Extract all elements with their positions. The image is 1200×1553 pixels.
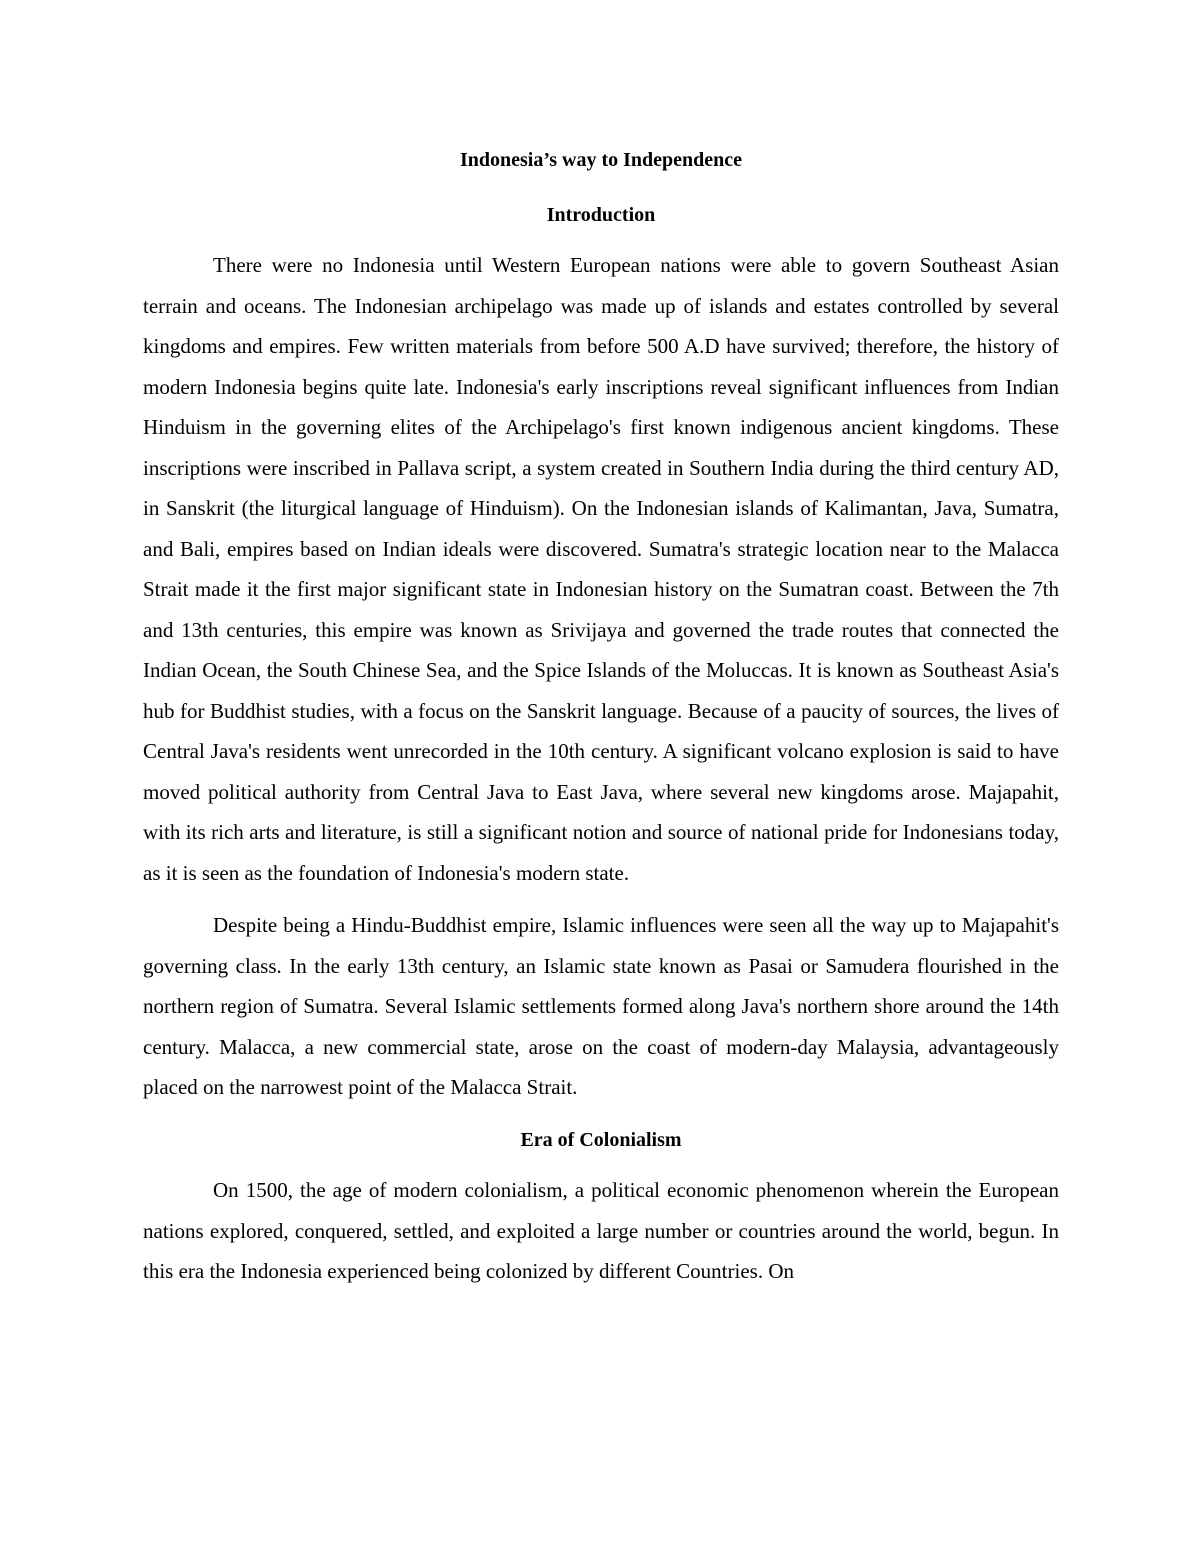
document-title: Indonesia’s way to Independence bbox=[459, 149, 743, 171]
document-body bbox=[143, 140, 1059, 1304]
paragraph: There were no Indonesia until Western European nations were able to govern Southeast Asian terrain and oceans. The Indonesian archipelago was made up of islands and estates controlled by several kingdoms and empires. Few written materials from before 500 A.D have survived; therefore, the history of modern Indonesia begins quite late. Indonesia's early inscriptions reveal significant influences from Indian Hinduism in the governing elites of the Archipelago's first known indigenous ancient kingdoms. These inscriptions were inscribed in Pallava script, a system created in Southern India during the third century AD, in Sanskrit (the liturgical language of Hinduism). On the Indonesian islands of Kalimantan, Java, Sumatra, and Bali, empires based on Indian ideals were discovered. Sumatra's strategic location near to the Malacca Strait made it the first major significant state in Indonesian history on the Sumatran coast. Between the 7th and 13th centuries, this empire was known as Srivijaya and governed the trade routes that connected the Indian Ocean, the South Chinese Sea, and the Spice Islands of the Moluccas. It is known as Southeast Asia's hub for Buddhist studies, with a focus on the Sanskrit language. Because of a paucity of sources, the lives of Central Java's residents went unrecorded in the 10th century. A significant volcano explosion is said to have moved political authority from Central Java to East Java, where several new kingdoms arose. Majapahit, with its rich arts and literature, is still a significant notion and source of national pride for Indonesians today, as it is seen as the foundation of Indonesia's modern state. bbox=[143, 253, 1059, 885]
section-heading-era-of-colonialism: Era of Colonialism bbox=[520, 1128, 682, 1151]
paragraph: On 1500, the age of modern colonialism, a political economic phenomenon wherein the European nations explored, conquered, settled, and exploited a large number or countries around the world, begun. In this era the Indonesia experienced being colonized by different Countries. On bbox=[143, 1178, 1059, 1283]
section-heading-introduction: Introduction bbox=[546, 203, 656, 226]
paragraph: Despite being a Hindu-Buddhist empire, Islamic influences were seen all the way up to Majapahit's governing class. In the early 13th century, an Islamic state known as Pasai or Samudera flourished in the northern region of Sumatra. Several Islamic settlements formed along Java's northern shore around the 14th century. Malacca, a new commercial state, arose on the coast of modern-day Malaysia, advantageously placed on the narrowest point of the Malacca Strait. bbox=[143, 913, 1059, 1099]
